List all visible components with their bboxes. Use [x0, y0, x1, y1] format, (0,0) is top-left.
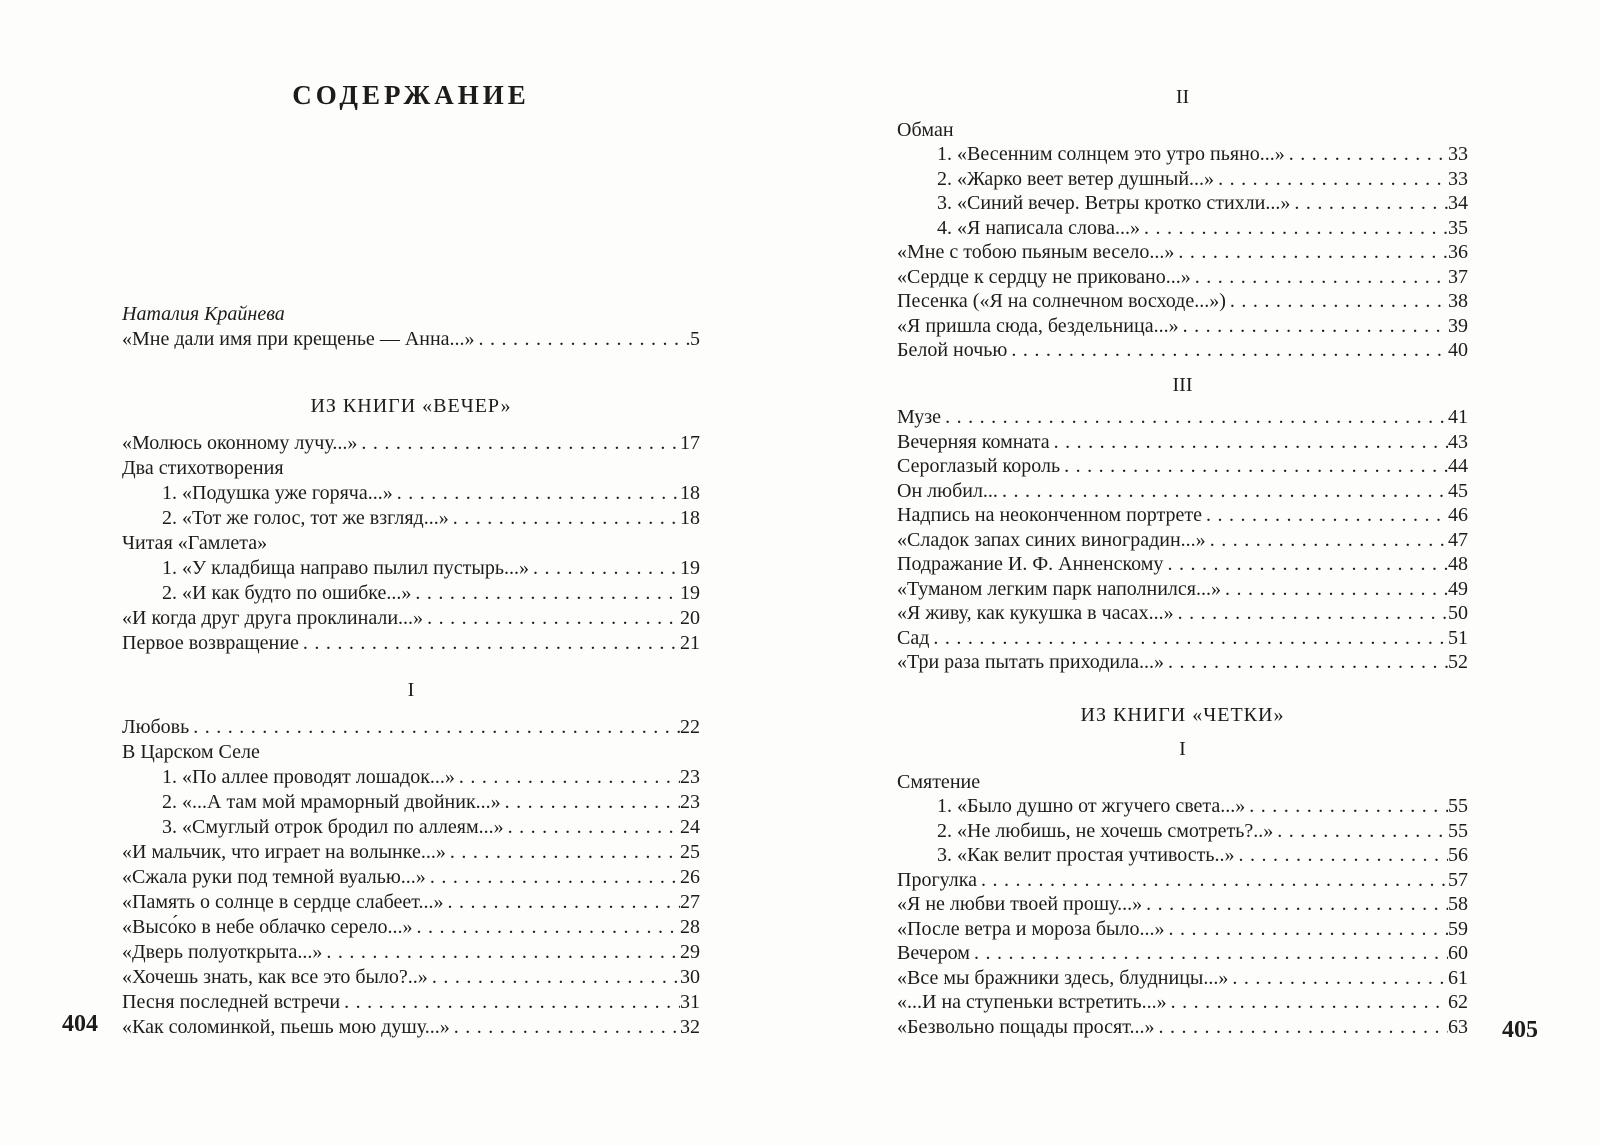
- toc-entry: [122, 631, 700, 656]
- toc-entry-title: «Мне дали имя при крещенье — Анна...»: [122, 328, 475, 350]
- toc-entry: [897, 265, 1468, 290]
- toc-part-numeral: III: [1172, 373, 1193, 396]
- toc-entry: [122, 715, 700, 740]
- dot-leader: [1179, 314, 1448, 339]
- dot-leader: [1206, 528, 1448, 553]
- toc-entry: [122, 840, 700, 865]
- toc-entry-title: «После ветра и мороза было...»: [897, 917, 1165, 940]
- toc-entry: [122, 865, 700, 890]
- toc-entry: [122, 431, 700, 456]
- toc-entry-page: 46: [1448, 504, 1468, 526]
- dot-leader: [970, 941, 1448, 966]
- toc-entry-title: 1. «У кладбища направо пылил пустырь...»: [162, 557, 529, 579]
- toc-entry-page: 48: [1448, 553, 1468, 575]
- dot-leader: [529, 556, 680, 581]
- dot-leader: [504, 815, 680, 840]
- toc-entry: [897, 405, 1468, 430]
- toc-entry-page: 5: [690, 328, 700, 350]
- dot-leader: [1007, 338, 1448, 363]
- dot-leader: [322, 940, 680, 965]
- dot-leader: [450, 1015, 680, 1040]
- dot-leader: [1140, 216, 1448, 241]
- toc-entry: [122, 815, 700, 840]
- toc-entry-page: 52: [1448, 651, 1468, 673]
- dot-leader: [1214, 167, 1448, 192]
- toc-entry: [122, 915, 700, 940]
- toc-entry-title: Сероглазый король: [897, 455, 1061, 477]
- toc-entry: [122, 327, 700, 352]
- toc-entry: [897, 650, 1468, 675]
- dot-leader: [449, 506, 680, 531]
- toc-entry-page: 19: [680, 557, 700, 579]
- toc-entry: [897, 577, 1468, 602]
- toc-entry: [122, 990, 700, 1015]
- toc-entry: [897, 626, 1468, 651]
- toc-entry-title: «Сладок запах синих виноградин...»: [897, 528, 1206, 551]
- toc-entry: [897, 216, 1468, 241]
- toc-entry-title: «Как соломинкой, пьешь мою душу...»: [122, 1016, 450, 1038]
- toc-part-numeral: I: [1179, 738, 1186, 760]
- toc-entry: [897, 240, 1468, 265]
- toc-entry-title: «...И на ступеньки встретить...»: [897, 991, 1167, 1013]
- dot-leader: [1174, 601, 1448, 626]
- toc-title: СОДЕРЖАНИЕ: [292, 80, 530, 110]
- dot-leader: [1050, 430, 1448, 455]
- toc-entry-page: 17: [680, 432, 700, 454]
- dot-leader: [1142, 892, 1448, 917]
- toc-entry-page: 21: [680, 632, 700, 654]
- toc-entry-title: 1. «Весенним солнцем это утро пьяно...»: [937, 143, 1285, 165]
- toc-entry-page: 29: [680, 941, 700, 963]
- toc-entry-title: Первое возвращение: [122, 632, 299, 654]
- toc-entry: [897, 167, 1468, 192]
- toc-entry: [897, 966, 1468, 991]
- toc-entry-title: 2. «Жарко веет ветер душный...»: [937, 167, 1215, 190]
- dot-leader: [1163, 552, 1448, 577]
- toc-entry: [122, 1015, 700, 1040]
- toc-entry: [897, 503, 1468, 528]
- toc-entry-title: Подражание И. Ф. Анненскому: [897, 553, 1164, 575]
- toc-entry-title: 3. «Как велит простая учтивость..»: [937, 844, 1235, 866]
- toc-entry: [122, 556, 700, 581]
- dot-leader: [340, 990, 680, 1015]
- toc-entry: [897, 868, 1468, 893]
- toc-group-label: Читая «Гамлета»: [122, 532, 268, 554]
- toc-entry-page: 60: [1448, 942, 1468, 964]
- toc-group-label: Смятение: [897, 770, 981, 793]
- toc-entry: [897, 892, 1468, 917]
- toc-entry-title: «Сердце к сердцу не приковано...»: [897, 265, 1191, 288]
- toc-group-label: Два стихотворения: [122, 457, 284, 479]
- toc-entry-page: 59: [1448, 917, 1468, 940]
- dot-leader: [1191, 265, 1448, 290]
- toc-entry-page: 43: [1448, 430, 1468, 453]
- toc-entry-page: 55: [1448, 795, 1468, 817]
- toc-entry: [897, 552, 1468, 577]
- toc-entry-title: «Хочешь знать, как все это было?..»: [122, 966, 428, 988]
- toc-entry-title: «Безвольно пощады просят...»: [897, 1015, 1155, 1038]
- toc-entry-title: 4. «Я написала слова...»: [937, 216, 1141, 239]
- toc-entry-title: Песенка («Я на солнечном восходе...»): [897, 290, 1226, 312]
- toc-author: Наталия Крайнева: [122, 303, 285, 325]
- toc-entry-page: 34: [1448, 192, 1468, 214]
- dot-leader: [1164, 650, 1448, 675]
- dot-leader: [1290, 191, 1448, 216]
- toc-entry-page: 18: [680, 507, 700, 529]
- toc-entry-title: 2. «Не любишь, не хочешь смотреть?..»: [937, 819, 1274, 842]
- dot-leader: [929, 626, 1448, 651]
- toc-entry: [897, 142, 1468, 167]
- toc-entry-title: Вечерняя комната: [897, 430, 1050, 453]
- page-number-right: 405: [1502, 1017, 1538, 1043]
- toc-entry-page: 49: [1448, 577, 1468, 600]
- toc-entry-page: 28: [680, 916, 700, 938]
- toc-entry-page: 20: [680, 607, 700, 629]
- dot-leader: [1164, 917, 1448, 942]
- dot-leader: [1245, 794, 1448, 819]
- toc-entry-title: Любовь: [122, 716, 190, 738]
- toc-entry: [122, 890, 700, 915]
- toc-entry: [897, 314, 1468, 339]
- toc-entry: [122, 581, 700, 606]
- toc-page-right: [897, 0, 1468, 1146]
- toc-entry: [122, 506, 700, 531]
- toc-entry: [122, 606, 700, 631]
- dot-leader: [428, 965, 680, 990]
- toc-entry-title: Надпись на неоконченном портрете: [897, 504, 1202, 526]
- toc-entry-page: 36: [1448, 241, 1468, 263]
- toc-entry: [897, 1015, 1468, 1040]
- toc-entry-page: 39: [1448, 314, 1468, 337]
- toc-entry: [897, 289, 1468, 314]
- dot-leader: [1174, 240, 1448, 265]
- toc-entry: [897, 843, 1468, 868]
- toc-entry: [897, 528, 1468, 553]
- toc-entry-title: «И когда друг друга проклинали...»: [122, 607, 424, 629]
- toc-entry-title: «Туманом легким парк наполнился...»: [897, 577, 1221, 600]
- dot-leader: [1228, 966, 1448, 991]
- toc-entry-title: 3. «Смуглый отрок бродил по аллеям...»: [162, 816, 504, 838]
- dot-leader: [443, 890, 680, 915]
- toc-entry-page: 30: [680, 966, 700, 988]
- dot-leader: [977, 868, 1448, 893]
- toc-entry-title: «Молюсь оконному лучу...»: [122, 432, 358, 454]
- dot-leader: [1273, 819, 1448, 844]
- dot-leader: [393, 481, 680, 506]
- toc-entry: [897, 430, 1468, 455]
- dot-leader: [501, 790, 680, 815]
- toc-entry-page: 32: [680, 1016, 700, 1038]
- dot-leader: [299, 631, 680, 656]
- page-number-left: 404: [62, 1011, 98, 1037]
- toc-entry-page: 55: [1448, 819, 1468, 842]
- toc-entry-title: Сад: [897, 626, 930, 649]
- dot-leader: [426, 865, 680, 890]
- dot-leader: [423, 606, 680, 631]
- toc-entry-title: «Мне с тобою пьяным весело...»: [897, 241, 1175, 263]
- toc-entry-page: 45: [1448, 479, 1468, 502]
- toc-group-label: В Царском Селе: [122, 741, 260, 763]
- toc-entry: [897, 454, 1468, 479]
- toc-entry-title: «Все мы бражники здесь, блудницы...»: [897, 966, 1229, 989]
- toc-entry-title: «Я пришла сюда, бездельница...»: [897, 314, 1179, 337]
- dot-leader: [1226, 289, 1448, 314]
- dot-leader: [411, 581, 680, 606]
- toc-entry-title: 3. «Синий вечер. Ветры кротко стихли...»: [937, 192, 1291, 214]
- toc-entry-title: «Я живу, как кукушка в часах...»: [897, 602, 1174, 624]
- toc-entry-page: 56: [1448, 844, 1468, 866]
- toc-entry-title: Белой ночью: [897, 339, 1008, 361]
- dot-leader: [1167, 990, 1448, 1015]
- toc-entry-page: 51: [1448, 626, 1468, 649]
- toc-entry-title: «Высо́ко в небе облачко серело...»: [122, 916, 413, 938]
- dot-leader: [1060, 454, 1448, 479]
- dot-leader: [1221, 577, 1448, 602]
- toc-page-left: [122, 0, 700, 1146]
- toc-entry-page: 25: [680, 841, 700, 863]
- toc-entry-page: 18: [680, 482, 700, 504]
- toc-entry-title: «Три раза пытать приходила...»: [897, 651, 1164, 673]
- toc-entry-page: 33: [1448, 167, 1468, 190]
- toc-list-right: [897, 85, 1468, 1039]
- toc-entry-title: Песня последней встречи: [122, 991, 341, 1013]
- toc-list-left: [122, 302, 700, 1040]
- toc-entry: [897, 990, 1468, 1015]
- toc-entry-title: 1. «Было душно от жгучего света...»: [937, 795, 1246, 817]
- dot-leader: [1285, 142, 1448, 167]
- toc-entry: [897, 941, 1468, 966]
- toc-entry: [122, 765, 700, 790]
- toc-entry-page: 40: [1448, 339, 1468, 361]
- toc-entry-title: 1. «Подушка уже горяча...»: [162, 482, 393, 504]
- dot-leader: [357, 431, 680, 456]
- toc-entry-page: 23: [680, 766, 700, 788]
- toc-entry: [897, 338, 1468, 363]
- toc-group-label: Обман: [897, 118, 954, 141]
- toc-entry-title: «Сжала руки под темной вуалью...»: [122, 866, 426, 888]
- toc-entry-page: 50: [1448, 602, 1468, 624]
- dot-leader: [475, 327, 690, 352]
- toc-entry-page: 33: [1448, 143, 1468, 165]
- toc-entry-page: 35: [1448, 216, 1468, 239]
- dot-leader: [941, 405, 1448, 430]
- toc-entry-page: 38: [1448, 290, 1468, 312]
- toc-entry: [897, 819, 1468, 844]
- toc-entry-title: 1. «По аллее проводят лошадок...»: [162, 766, 455, 788]
- toc-entry-title: Он любил...: [897, 479, 998, 502]
- toc-part-numeral: I: [407, 679, 415, 701]
- toc-entry: [897, 601, 1468, 626]
- toc-entry-page: 31: [680, 991, 700, 1013]
- dot-leader: [1154, 1015, 1448, 1040]
- toc-entry-page: 47: [1448, 528, 1468, 551]
- toc-entry-page: 26: [680, 866, 700, 888]
- toc-entry: [122, 965, 700, 990]
- dot-leader: [189, 715, 680, 740]
- toc-entry: [122, 790, 700, 815]
- toc-entry-page: 58: [1448, 893, 1468, 915]
- toc-entry-title: 2. «И как будто по ошибке...»: [162, 582, 412, 604]
- dot-leader: [998, 479, 1448, 504]
- dot-leader: [455, 765, 680, 790]
- toc-entry-title: «И мальчик, что играет на волынке...»: [122, 841, 446, 863]
- toc-entry-page: 62: [1448, 991, 1468, 1013]
- toc-entry: [122, 940, 700, 965]
- toc-entry-title: Прогулка: [897, 868, 978, 891]
- toc-entry-page: 37: [1448, 265, 1468, 288]
- dot-leader: [1234, 843, 1448, 868]
- toc-entry-title: 2. «Тот же голос, тот же взгляд...»: [162, 507, 449, 529]
- toc-entry-title: Вечером: [897, 942, 970, 964]
- toc-section-heading: ИЗ КНИГИ «ВЕЧЕР»: [310, 395, 512, 417]
- toc-entry: [122, 481, 700, 506]
- toc-entry-page: 57: [1448, 868, 1468, 891]
- toc-entry-title: Музе: [897, 406, 942, 428]
- toc-entry-title: «Дверь полуоткрыта...»: [122, 941, 323, 963]
- toc-entry: [897, 917, 1468, 942]
- toc-entry-page: 19: [680, 582, 700, 604]
- toc-entry-page: 61: [1448, 966, 1468, 989]
- dot-leader: [413, 915, 680, 940]
- dot-leader: [1202, 503, 1448, 528]
- toc-section-heading: ИЗ КНИГИ «ЧЕТКИ»: [1080, 703, 1285, 726]
- toc-entry-title: «Память о солнце в сердце слабеет...»: [122, 891, 444, 913]
- toc-entry-page: 27: [680, 891, 700, 913]
- toc-entry-page: 44: [1448, 455, 1468, 477]
- toc-entry-title: 2. «...А там мой мраморный двойник...»: [162, 791, 501, 813]
- toc-entry-title: «Я не любви твоей прошу...»: [897, 893, 1143, 915]
- toc-entry-page: 23: [680, 791, 700, 813]
- toc-part-numeral: II: [1175, 86, 1190, 108]
- toc-entry-page: 24: [680, 816, 700, 838]
- toc-entry-page: 63: [1448, 1015, 1468, 1038]
- toc-entry: [897, 794, 1468, 819]
- toc-entry: [897, 479, 1468, 504]
- toc-entry-page: 22: [680, 716, 700, 738]
- toc-entry-page: 41: [1448, 406, 1468, 428]
- dot-leader: [446, 840, 680, 865]
- toc-entry: [897, 191, 1468, 216]
